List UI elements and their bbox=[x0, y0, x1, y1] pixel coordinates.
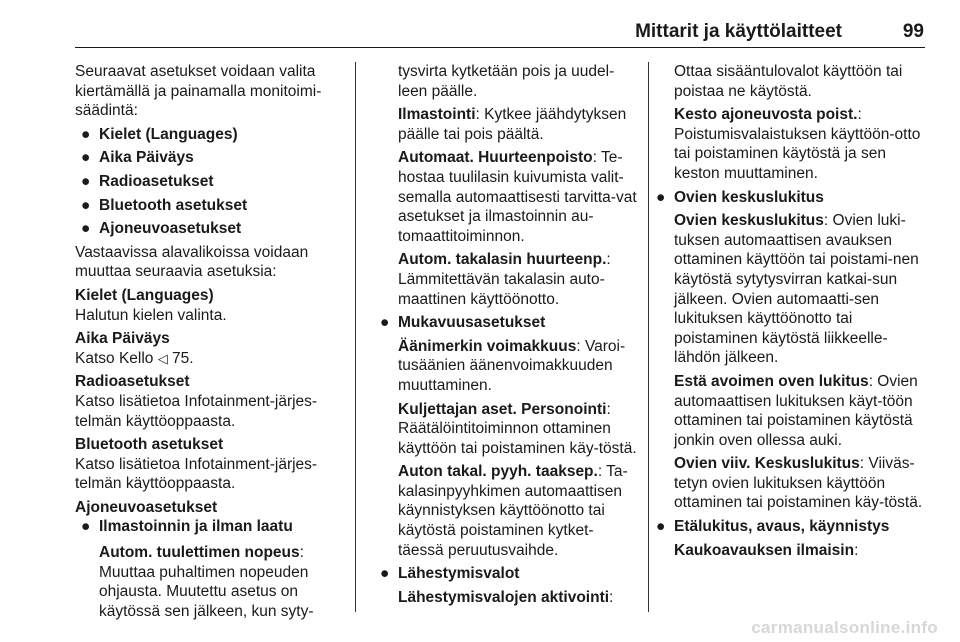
page-title: Mittarit ja käyttölaitteet bbox=[635, 21, 842, 42]
setting-description: Kuljettajan aset. Personointi: Räätälöintitoiminnon ottaminen käyttöön tai poistaminen käy-töstä. bbox=[398, 400, 637, 457]
setting-description: Kesto ajoneuvosta poist.: Poistumisvalaistuksen käyttöön-otto tai poistaminen käytöstä ja sen keston muuttaminen. bbox=[674, 106, 921, 182]
column-2 bbox=[380, 62, 638, 620]
setting-description: Autom. tuulettimen nopeus: Muuttaa puhaltimen nopeuden ohjausta. Muutettu asetus on käytössä sen jälkeen, kun syty- bbox=[99, 544, 314, 620]
setting-description: Äänimerkin voimakkuus: Varoi-tusäänien äänenvoimakkuuden muuttaminen. bbox=[398, 337, 626, 394]
bullet-icon: ● bbox=[656, 518, 666, 536]
column-3 bbox=[656, 62, 930, 620]
continued-text: Ottaa sisääntulovalot käyttöön tai poistaa ne käytöstä. bbox=[674, 63, 903, 100]
bullet-icon: ● bbox=[380, 565, 390, 583]
bullet-icon: ● bbox=[81, 220, 91, 238]
column-divider bbox=[648, 62, 649, 612]
list-item: ● Aika Päiväys bbox=[75, 148, 353, 168]
list-item: ● Ajoneuvoasetukset bbox=[75, 219, 353, 239]
setting-description: Ilmastointi: Kytkee jäähdytyksen päälle tai pois päältä. bbox=[398, 106, 627, 143]
section-heading: Bluetooth asetukset bbox=[75, 436, 224, 454]
header-rule bbox=[75, 47, 925, 48]
section-heading: Aika Päiväys bbox=[75, 330, 170, 348]
page-header bbox=[0, 22, 924, 48]
column-divider bbox=[355, 62, 356, 612]
list-item: ● Bluetooth asetukset bbox=[75, 196, 353, 216]
bullet-icon: ● bbox=[81, 149, 91, 167]
list-item: ● Etälukitus, avaus, käynnistys bbox=[650, 517, 930, 537]
section-text: Katso lisätietoa Infotainment-järjes-telmän käyttöoppaasta. bbox=[75, 455, 318, 493]
setting-description: Automaat. Huurteenpoisto: Te-hostaa tuulilasin kuivumista valit-semalla automaattisesti tarvitta-vat asetukset ja ilmastoinnin au-tomaattitoiminnon. bbox=[398, 149, 637, 245]
setting-description: Kaukoavauksen ilmaisin: bbox=[674, 541, 859, 559]
section-text: Katso lisätietoa Infotainment-järjes-telmän käyttöoppaasta. bbox=[75, 392, 318, 430]
list-item: ● Lähestymisvalot bbox=[374, 564, 638, 584]
bullet-icon: ● bbox=[656, 188, 666, 206]
section-heading: Radioasetukset bbox=[75, 373, 190, 391]
list-item: ● Mukavuusasetukset bbox=[374, 313, 638, 333]
section-heading: Ajoneuvoasetukset bbox=[75, 498, 218, 516]
page-number: 99 bbox=[902, 21, 924, 42]
bullet-icon: ● bbox=[81, 172, 91, 190]
list-item: ● Ovien keskuslukitus bbox=[650, 188, 930, 208]
list-item: ● Radioasetukset bbox=[75, 172, 353, 192]
setting-description: Lähestymisvalojen aktivointi: bbox=[398, 588, 614, 606]
list-item: ● Kielet (Languages) bbox=[75, 125, 353, 145]
bullet-icon: ● bbox=[81, 196, 91, 214]
list-item: ● Ilmastoinnin ja ilman laatu bbox=[75, 517, 353, 537]
setting-description: Auton takal. pyyh. taaksep.: Ta-kalasinpyyhkimen automaattisen käynnistyksen käyttöönotto tai käytöstä poistaminen kytket-täessä peruutusvaihde. bbox=[398, 463, 628, 559]
intro-paragraph: Seuraavat asetukset voidaan valita kiertämällä ja painamalla monitoimi-säädintä: bbox=[75, 63, 322, 120]
watermark: carmanualsonline.info bbox=[751, 618, 938, 638]
bullet-icon: ● bbox=[380, 314, 390, 332]
page-reference-icon: ◁ bbox=[157, 350, 168, 366]
paragraph: Vastaavissa alavalikoissa voidaan muuttaa seuraavia asetuksia: bbox=[75, 243, 309, 281]
setting-description: Ovien viiv. Keskuslukitus: Viiväs-tetyn ovien lukituksen käyttöön ottaminen tai poistaminen käy-töstä. bbox=[674, 455, 923, 512]
section-text: Halutun kielen valinta. bbox=[75, 306, 227, 324]
bullet-icon: ● bbox=[81, 518, 91, 536]
continued-text: tysvirta kytketään pois ja uudel-leen päälle. bbox=[398, 63, 615, 100]
bullet-icon: ● bbox=[81, 125, 91, 143]
setting-description: Autom. takalasin huurteenp.: Lämmitettävän takalasin auto-maattinen käyttöönotto. bbox=[398, 251, 611, 308]
section-text: Katso Kello ◁ 75. bbox=[75, 349, 194, 367]
section-heading: Kielet (Languages) bbox=[75, 286, 214, 304]
setting-description: Estä avoimen oven lukitus: Ovien automaattisen lukituksen käyt-töön ottaminen tai poistaminen käytöstä jonkin oven ollessa auki. bbox=[674, 372, 918, 449]
setting-description: Ovien keskuslukitus: Ovien luki-tuksen automaattisen avauksen ottaminen käyttöön tai poistami-nen käytöstä sytytysvirran katkai-sun jälkeen. Ovien automaatti-sen lukituksen käyttöönotto tai poistaminen käytöstä liikkeelle-lähdön jälkeen. bbox=[674, 212, 919, 367]
column-1 bbox=[75, 62, 353, 620]
